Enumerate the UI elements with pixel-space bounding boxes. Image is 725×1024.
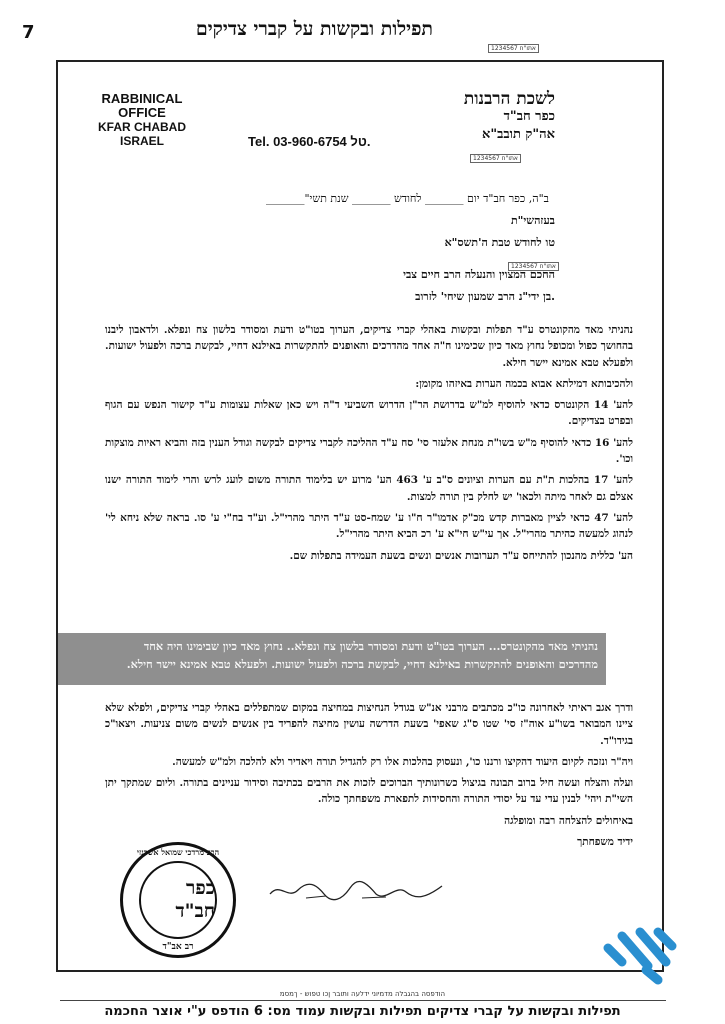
letterhead-en-line-1: RABBINICAL OFFICE (101, 91, 183, 120)
highlight-line-1: נהניתי מאד מהקונטרס... הערוך בטו"ט ודעת ומסודר בלשון צח ונפלא.. נחוץ מאד כיון שבימינו היה אחד (143, 639, 598, 653)
paragraph: הע' כללית מהנכון להתייחס ע"ד תערובות אנשים ונשים בשעת העמידה בתפלות שם. (289, 549, 633, 562)
letterhead-he-line-1: לשכת הרבנות (463, 89, 555, 109)
paragraph: להע' 47 כדאי לציין מאברות קדש מכ"ק אדמו"ר ח"ו ע' שמח-סט ע"ד היתר מהרי"ל. וע"ד בח"י ע' סו. בראה שלא ניחא לי' לנהוג למעשה כהיתר מהרי"ל. אך עי"ש חי"א ע' רכ הביא היתר מהרי"ל. (105, 511, 633, 541)
tel-hebrew-label: טל. (350, 134, 371, 149)
letterhead-he-line-3: אה"ק תובב"א (482, 127, 555, 142)
seal-top-text: הרב מרדכי שמואל אשכנזי (136, 847, 220, 857)
telephone-line (248, 134, 370, 149)
page-number: 7 (22, 22, 35, 43)
highlight-line-2: מהדרכים והאופנים להתקשרות באילנא דחיי, לבקשת ברכה ולפעול ישועות. ולפעלא טבא אמינא יישר חילא. (126, 657, 598, 671)
footer-copyright: הודפסה בהגבלה מדמיוני ידלעה ותובר ןכו טפוש - ךמסמ (279, 990, 446, 998)
besiyata-dishmaya: בעזהשי"ת (510, 214, 555, 227)
hebrew-letterhead (464, 90, 555, 144)
handwritten-signature (266, 878, 446, 908)
letterhead-en-line-3: ISRAEL (119, 134, 164, 148)
closing-line: באיחולים להצלחה רבה ומופלגה (504, 814, 633, 827)
tel-number: 03-960-6754 (273, 134, 347, 149)
paragraph: להע' 14 הקונטרס כדאי להוסיף למ"ש בדרושת הר"ן הדרוש השביעי ד"ה ויש כאן שאלות עצומות ע"ד קישור הנפש עם הגוף ובפרט בצדיקים. (105, 399, 633, 428)
letter-date: טו לחודש טבת ה'תשס"א (444, 236, 555, 249)
closing-line: ידיד משפחתך (577, 836, 633, 849)
highlighted-quote (58, 633, 606, 685)
paragraph: ועלה והצלח ועשה חיל ברוב תבונה בגיצול כשרונותיך הברוכים לזכות את הרבים בכתיבה וסידור עניינים בתורה. וליום שמתקך יתן השי"ת ויהי' לבנין עדי עד על יסודי התורה והחסידות לתפארת משפחתך כולה. (105, 777, 633, 806)
archive-stamp: 1234567 אתו"ח (488, 44, 539, 53)
footer-caption: תפילות ובקשות על קברי צדיקים תפילות ובקשות עמוד מס: 6 הודפס ע"י אוצר החכמה (104, 1004, 621, 1019)
book-title: תפילות ובקשות על קברי צדיקים (195, 18, 433, 40)
paragraph: נהניתי מאד מהקונטרס ע"ד תפלות ובקשות באהלי קברי צדיקים, הערוך בטו"ט ודעת ומסודר בלשון צח ונפלא. ולדאבון ליבנו בהחושך כפול ומכופל נחוץ מאד כיון שכימינו ח"ה אחד מהדרכים והאופנים להתקשרות באילנא דחיי, לבקשת ברכה ולפעול ישועות. ולפעלא טבא אמינא יישר חילא. (105, 324, 633, 369)
english-letterhead (82, 92, 202, 148)
letter-body-continued (105, 700, 633, 855)
letterhead-en-line-2: KFAR CHABAD (98, 120, 186, 134)
addressee-line-2: בן ידי"נ הרב שמעון שיחי' לזרוב. (415, 290, 555, 303)
tel-label: Tel. (248, 134, 270, 149)
paragraph: ויה"ר ונזכה לקיום היעוד דהקיצו ורננו כו', ונעסוק בהלכות אלו רק להגדיל תורה ויאדיר ולא להלכה ולמ"ש למעשה. (172, 755, 633, 768)
archive-stamp: 1234567 אתו"ח (470, 154, 521, 163)
seal-bottom-text: רב אב"ד (162, 942, 194, 952)
seal-center-text: כפר חב"ד (175, 877, 215, 922)
rabbinical-seal (120, 842, 236, 958)
addressee-line-1: החכם המצוין והנעלה הרב חיים צבי (403, 268, 555, 281)
otzar-hachochma-logo-icon (600, 918, 680, 992)
footer-divider (60, 1000, 666, 1001)
letter-body (105, 322, 633, 569)
letterhead-he-line-2: כפר חב"ד (503, 109, 555, 124)
paragraph: להע' 17 בהלכות ת"ת עם הערות וציונים ס"ב ע' 463 הע' מרוע יש בלימוד התורה משום לועג לרש והרי לימוד התורה ישנו אצלם גם לאחר מיתה ולכאו' יש לחלק בין תורה למצות. (105, 474, 633, 503)
paragraph: להע' 16 כדאי להוסיף מ"ש בשו"ת מנחת אלעזר סי' סח ע"ד ההליכה לקברי צדיקים לבקשה וגודל הענין בזה והביא ראיות מוצקות וכו'. (105, 436, 633, 466)
date-line: ב"ה, כפר חב"ד יום _______ לחודש _______ שנת תשי"_______ (266, 192, 549, 205)
archive-stamp: 1234567 אתו"ח (508, 262, 559, 271)
seal-center (139, 861, 217, 939)
paragraph: ולהכיבותא דמילתא אבוא בכמה הערות באיזהו מקומן: (415, 377, 633, 390)
paragraph: ודרך אגב ראיתי לאחרונה כו"כ מכתבים מרבני אנ"ש בגודל הנחיצות במחיצה במקום שמתפללים באהלי קברי צדיקים, ולפלא שלא ציינו המבואר בשו"ע אוה"ז סי' שטו ס"ג שאפי' בשעת הדרשה עושין מחיצה להפריד בין אנשים לנשים משום צניעות. ויצאו"כ בגידו"ד. (105, 702, 633, 747)
